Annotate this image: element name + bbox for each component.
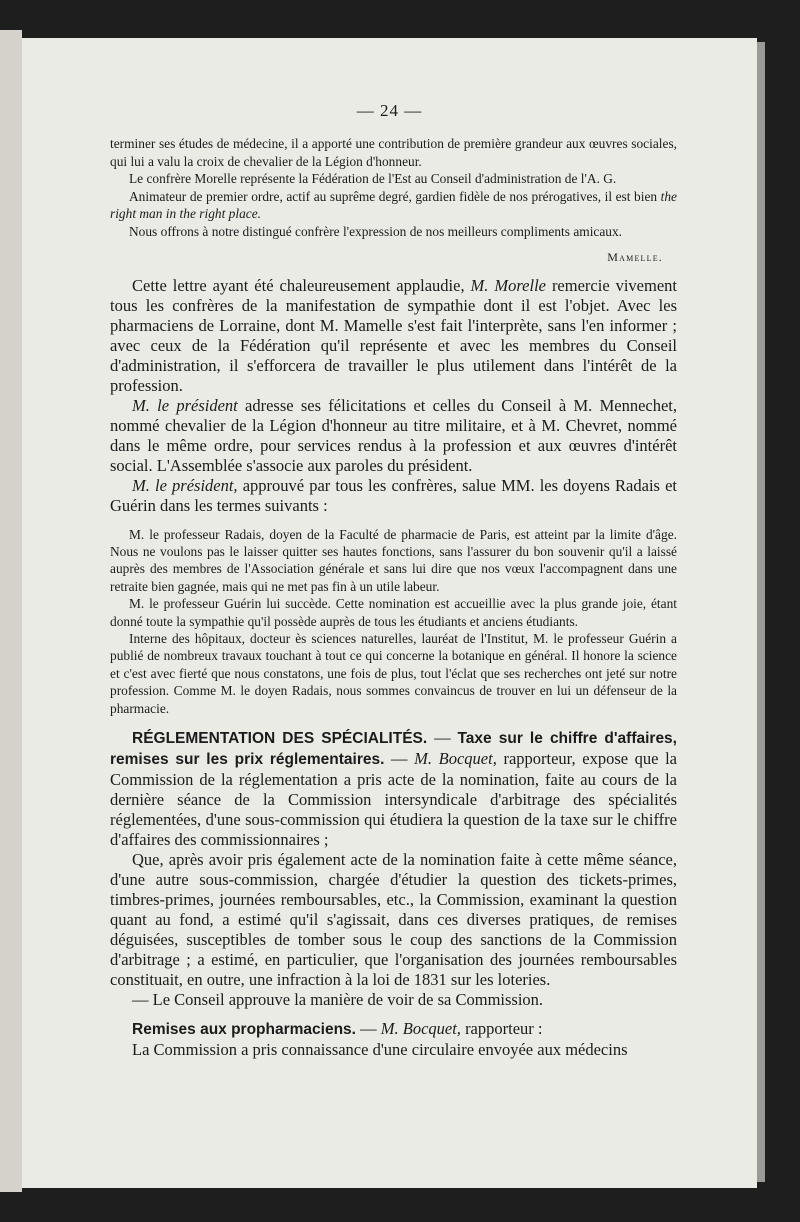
body-text: remercie vivement tous les confrères de la manifestation de sympathie dont il est l'objet. Avec les pharmaciens de Lorraine, dont M. Mamelle s'est fait l'interprète, sans l'en informer ; avec ceux de la Fédération qu'il représente et avec les membres du Conseil d'administration, il s'efforcera de travailler le plus utilement dans l'intérêt de la profession.	[110, 275, 677, 395]
letter-paragraph: terminer ses études de médecine, il a apporté une contribution de première grandeur aux œuvres sociales, qui lui a valu la croix de chevalier de la Légion d'honneur.	[110, 136, 677, 169]
letter-paragraph: Le confrère Morelle représente la Fédération de l'Est au Conseil d'administration de l'A. G.	[129, 171, 617, 187]
letter-signature: Mamelle.	[607, 249, 663, 264]
section-remises	[110, 1019, 677, 1060]
adjacent-page-edge	[0, 30, 22, 1192]
letter-italic-phrase: the right man in the right place.	[110, 188, 677, 222]
speaker-name: M. Morelle	[470, 275, 546, 295]
page-stack-edge	[757, 42, 765, 1182]
body-text: rapporteur :	[460, 1019, 543, 1039]
dash: —	[427, 728, 458, 748]
body-text: approuvé par tous les confrères, salue MM. les doyens Radais et Guérin dans les termes suivants :	[110, 475, 677, 515]
body-paragraph	[110, 276, 677, 396]
minutes-body	[110, 276, 677, 516]
text-column	[110, 135, 677, 1060]
quote-paragraph: M. le professeur Guérin lui succède. Cette nomination est accueillie avec la plus grande joie, étant donné toute la sympathie qu'il possède auprès de tous les étudiants et anciens étudiants.	[110, 596, 677, 629]
page-number: — 24 —	[356, 101, 423, 120]
reporter-name: M. Bocquet,	[414, 749, 497, 769]
dash: —	[384, 749, 415, 769]
body-text: rapporteur, expose que la Commission de la réglementation a pris acte de la nomination, faite au cours de la dernière séance de la Commission intersyndicale d'arbitrage des spécialités réglementées, d'une sous-commission qui étudiera la question de la taxe sur le chiffre d'affaires des commissionnaires ;	[110, 749, 678, 850]
section-paragraph: La Commission a pris connaissance d'une circulaire envoyée aux médecins	[132, 1040, 628, 1060]
speaker-name: M. le président	[132, 395, 238, 415]
body-paragraph	[110, 396, 677, 476]
reporter-name: M. Bocquet,	[380, 1019, 461, 1039]
letter-excerpt	[110, 135, 677, 265]
section-heading: RÉGLEMENTATION DES SPÉCIALITÉS.	[132, 730, 428, 748]
letter-paragraph: Nous offrons à notre distingué confrère l'expression de nos meilleurs compliments amicaux.	[129, 223, 623, 239]
document-page	[22, 38, 757, 1188]
dash: —	[356, 1019, 381, 1039]
section-paragraph	[110, 728, 677, 850]
section-reglementation	[110, 728, 677, 1010]
section-paragraph	[110, 1019, 677, 1040]
body-paragraph	[110, 476, 677, 516]
body-text: adresse ses félicitations et celles du Conseil à M. Mennechet, nommé chevalier de la Légion d'honneur au titre militaire, et à M. Chevret, nommé dans le même ordre, pour services rendus à la profession et aux œuvres d'intérêt social. L'Assemblée s'associe aux paroles du président.	[110, 395, 678, 475]
section-subheading: Taxe sur le chiffre d'affaires, remises sur les prix réglementaires.	[110, 730, 677, 769]
letter-paragraph	[110, 188, 677, 223]
quote-paragraph: M. le professeur Radais, doyen de la Faculté de pharmacie de Paris, est atteint par la limite d'âge. Nous ne voulons pas le laisser quitter ses hautes fonctions, sans l'assurer du bon souvenir qu'il a laissé auprès des membres de l'Association générale et sans lui dire que nos vœux l'accompagnent dans une retraite bien gagnée, mais qui ne met pas fin à un utile labeur.	[110, 526, 677, 594]
section-heading: Remises aux propharmaciens.	[132, 1021, 356, 1039]
letter-text: Animateur de premier ordre, actif au suprême degré, gardien fidèle de nos prérogatives, il est bien	[129, 188, 661, 204]
section-paragraph: Que, après avoir pris également acte de la nomination faite à cette même séance, d'une autre sous-commission, chargée d'étudier la question des tickets-primes, timbres-primes, journées remboursables, etc., la Commission, examinant la question quant au fond, a estimé qu'il s'agissait, dans ces diverses pratiques, de remises déguisées, susceptibles de tomber sous le coup des sanctions de la Commission d'arbitrage ; a estimé, en particulier, que l'organisation des journées remboursables constituait, en outre, une infraction à la loi de 1831 sur les loteries.	[110, 850, 677, 990]
quote-paragraph: Interne des hôpitaux, docteur ès sciences naturelles, lauréat de l'Institut, M. le professeur Guérin a publié de nombreux travaux touchant à tout ce qui concerne la botanique en général. Il honore la science et c'est avec fierté que nous constatons, une fois de plus, tout l'éclat que ses recherches ont jeté sur notre profession. Comme M. le doyen Radais, nous sommes convaincus de trouver en lui un défenseur de la pharmacie.	[110, 631, 677, 716]
quoted-address	[110, 526, 677, 717]
body-text: Cette lettre ayant été chaleureusement applaudie,	[132, 275, 471, 295]
speaker-name: M. le président,	[132, 475, 238, 495]
section-paragraph: — Le Conseil approuve la manière de voir de sa Commission.	[132, 990, 544, 1010]
